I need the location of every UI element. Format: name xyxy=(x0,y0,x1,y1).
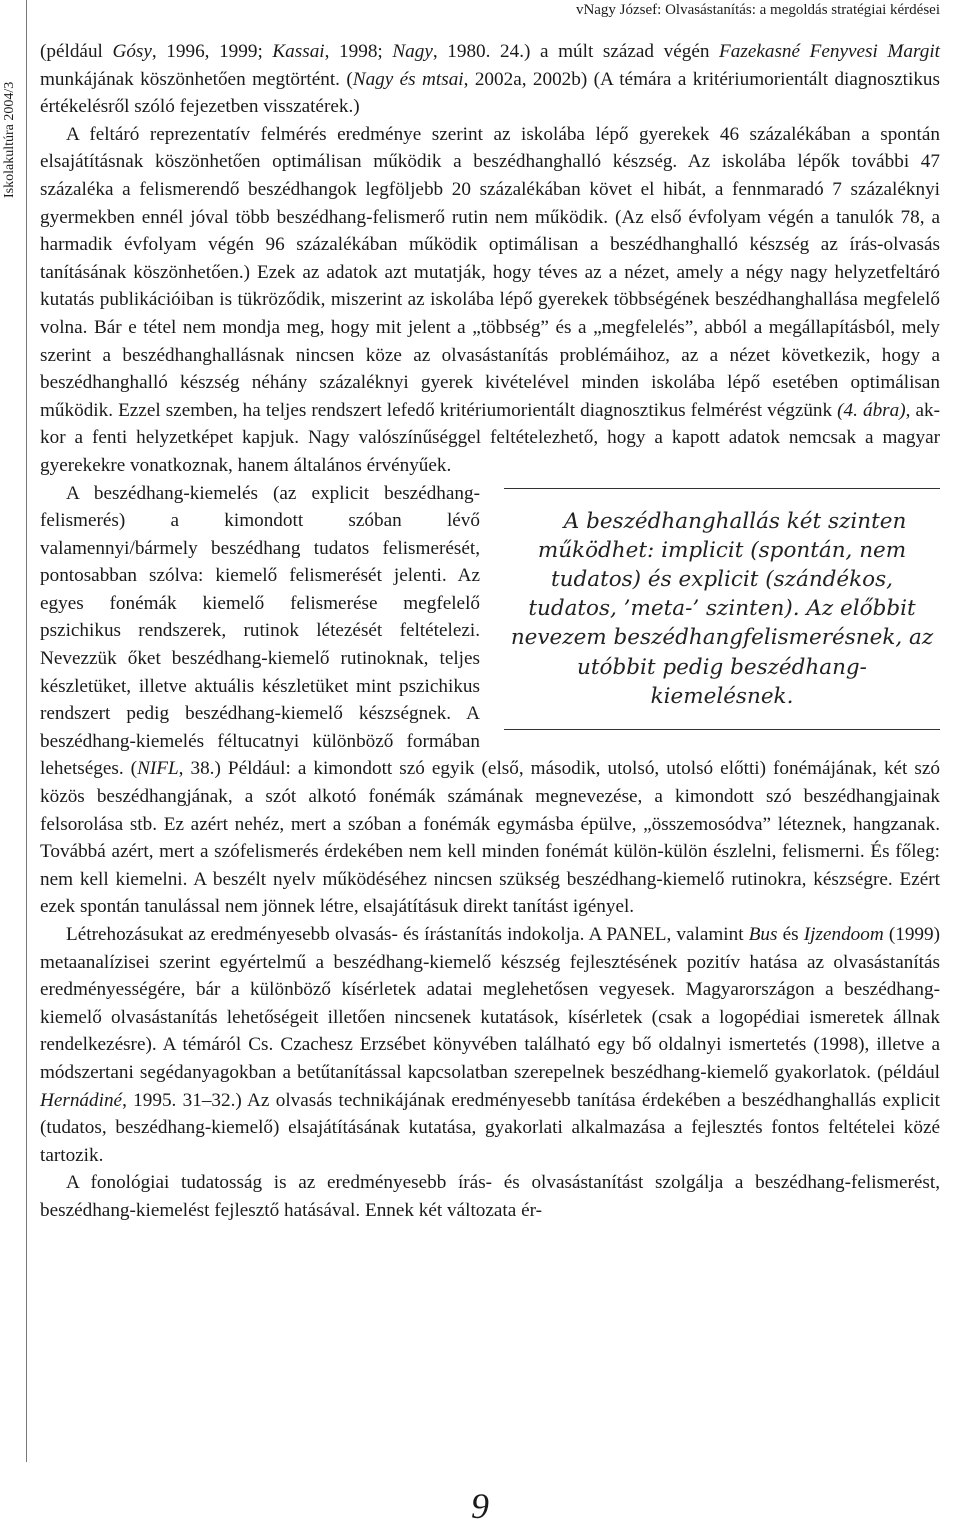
italic-run: NIFL xyxy=(137,758,179,780)
paragraph xyxy=(40,121,940,480)
sidebar xyxy=(0,0,27,1462)
text-run: A beszédhang-kiemelés (az explicit beszédhang-felismerés) a kimondott szóban lévő valamennyi/bármely beszédhang tudatos felismerését, pontosabban szólva: kiemelő felismerését jelenti. Az egyes fonémák kiemelő felismerése megfelelő pszichikus rendszerek, rutinok létezését feltételezi. Nevezzük őket beszédhang-kiemelő rutinoknak, teljes készletüket, illetve aktuális készletüket mint pszichikus rendszert pedig beszédhang-kiemelő készségnek. A beszédhang-kiemelés féltucatnyi különböző formában lehetséges. ( xyxy=(40,482,480,780)
text-run: Létrehozásukat az eredményesebb olvasás- és írástanítás indokolja. A PANEL, valamint xyxy=(66,924,749,945)
running-header: vNagy József: Olvasástanítás: a megoldás stratégiai kérdései xyxy=(575,2,940,18)
italic-run: Bus xyxy=(748,924,778,945)
text-run: A fonológiai tudatosság is az eredményesebb írás- és olvasástanítást szolgálja a beszédhang-felismerést, beszédhang-kiemelést fejlesztő hatásával. Ennek két változata ér- xyxy=(40,1172,940,1221)
text-run: , 1995. 31–32.) Az olvasás technikájának eredményesebb tanítása érdekében a beszédhanghallás explicit (tudatos, beszédhang-kiemelő) elsajátításának kutatása, gyakorlati alkalmazása a fejlesztés fontos feltételei közé tartozik. xyxy=(40,1089,940,1166)
page-number: 9 xyxy=(471,1486,489,1526)
paragraph xyxy=(40,1169,940,1224)
italic-run: (4. ábra) xyxy=(837,399,906,421)
text-run: A feltáró reprezentatív felmérés eredménye szerint az iskolába lépő gyerekek 46 százalékában a spontán elsajátításnak köszönhetően optimálisan működik a beszédhanghalló készség. Az iskolába lépők további 47 százaléka a felismerendő beszédhangok legföljebb 20 százalékában követ el hibát, a fennmaradó 7 százaléknyi gyermekben ennél jóval több beszédhang-felismerő rutin nem működik. (Az első évfolyam végén a tanulók 78, a harmadik évfolyam végén 96 százalékában működik optimálisan a beszédhanghalló készség az írás-olvasás tanításának köszönhetően.) Ezek az adatok azt mutatják, hogy téves az a nézet, amely a négy nagy helyzetfeltáró kutatás publikációiban is tükröződik, miszerint az iskolába lépő gyerekek többségének beszédhanghallása megfelelő volna. Bár e tétel nem mondja meg, hogy mit jelent a „többség” és a „megfelelés”, abból a megállapításból, mely szerint a beszédhanghallásnak nincsen köze az olvasástanítás problémáihoz, az a nézet következik, hogy a beszédhanghalló készség néhány százaléknyi gyerek kivételével minden iskolába lépő esetében optimálisan működik. Ezzel szemben, ha teljes rendszert lefedő kritériumorientált diagnosztikus felmérést végzünk xyxy=(40,123,940,421)
italic-run: Kassai xyxy=(272,41,325,62)
text-run: munkájának köszönhetően megtörtént. ( xyxy=(40,68,353,90)
italic-run: Nagy és mtsai xyxy=(352,68,464,90)
text-run: , 1996, 1999; xyxy=(151,41,273,62)
text-run: , akkor a fenti helyzetképet kapjuk. Nagy valószínűséggel feltételezhető, hogy a kapott adatok nemcsak a magyar gyerekekre vonatkoznak, hanem általános érvényűek. xyxy=(40,399,940,476)
pull-quote xyxy=(504,488,940,730)
text-run: (1999) metaanalízisei szerint egyértelmű a beszédhang-kiemelő készség fejlesztésének pozitív hatása az olvasástanítás eredményességére, bár a különböző kísérletek adatai meglehetősen vegyesek. Magyarországon a beszédhang-kiemelő olvasástanítás lehetőségeit illetően nincsenek kutatások, kísérletek (csak a logopédiai ismeretek állnak rendelkezésre). A témáról Cs. Czachesz Erzsébet könyvében található egy bő oldalnyi ismertetés (1998), illetve a módszertani segédanyagokban a betűtanítással kapcsolatban szerepelnek beszédhang-kiemelő gyakorlatok. (például xyxy=(40,924,941,1083)
text-run: , 1998; xyxy=(324,41,393,62)
text-run: , 38.) Például: a kimondott szó egyik (első, második, utolsó, utolsó előtti) fonémájának, két szó közös beszédhangjának, a szót alkotó fonémák számának megnevezése, a kimondott szó beszédhangjainak felsorolása stb. Ez azért nehéz, mert a szóban a fonémák egymásba épülve, „összemosódva” léteznek, hangzanak. Továbbá azért, mert a szófelismerés érdekében nem kell minden fonémát külön-külön észlelni, felismerni. És főleg: nem kell kiemelni. A beszélt nyelv működéséhez nincsen szükség beszédhang-kiemelő rutinokra, készségre. Ezért ezek spontán tanulással nem jönnek létre, elsajátításuk direkt tanítást igényel. xyxy=(40,758,940,918)
italic-run: Hernádiné xyxy=(40,1089,123,1111)
journal-label: Iskolakultúra 2004/3 xyxy=(2,81,17,198)
paragraph xyxy=(40,38,940,121)
italic-run: Gósy xyxy=(112,41,152,62)
article-body xyxy=(40,38,940,1225)
pull-quote-text: A beszédhanghallás két szinten működhet: implicit (spontán, nem tudatos) és explicit (szándékos, tudatos, ’meta-’ szinten). Az előbbit nevezem beszédhangfelismerésnek, az utóbbit pedig beszédhang-kiemelésnek. xyxy=(510,508,934,709)
text-run: és xyxy=(777,924,804,945)
italic-run: Nagy xyxy=(392,41,433,62)
italic-run: Ijzendoom xyxy=(803,924,884,945)
italic-run: Fazekasné Fenyvesi Margit xyxy=(719,41,940,62)
text-run: (például xyxy=(40,41,113,62)
paragraph xyxy=(40,921,940,1169)
text-run: , 1980. 24.) a múlt század végén xyxy=(432,41,720,62)
text-run: , 2002a, 2002b) (A témára a kritériumorientált diagnosztikus értékelésről szóló fejezetben visszatérek.) xyxy=(40,68,940,118)
paragraph xyxy=(40,480,940,922)
